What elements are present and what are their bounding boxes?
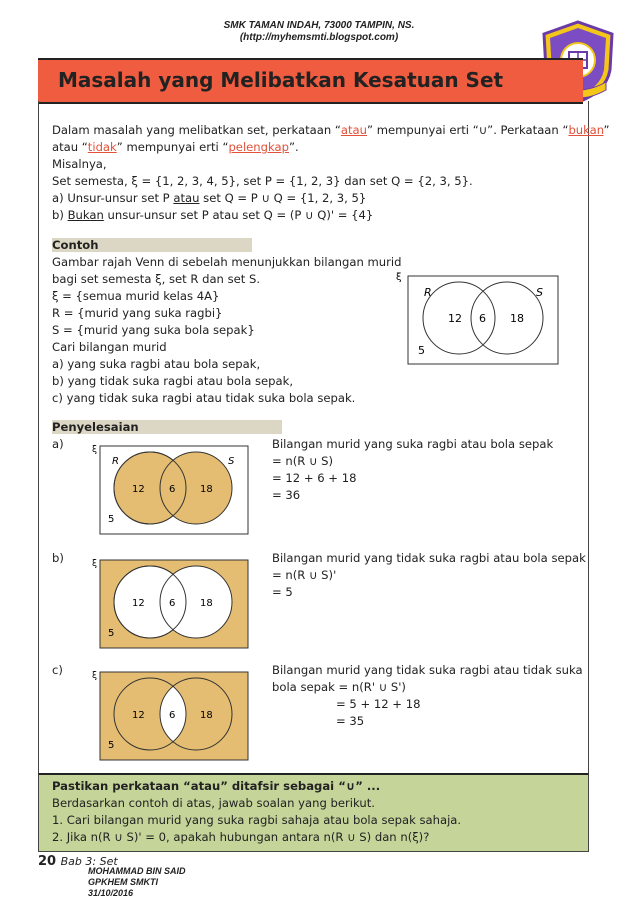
part-c-label: c) (52, 663, 63, 677)
example-b: b) Bukan unsur-unsur set P atau set Q = (P ∪ Q)' = {4} (52, 208, 374, 222)
exercise-heading: Pastikan perkataan “atau” ditafsir sebagai “∪” ... (52, 779, 381, 793)
contoh-line: a) yang suka ragbi atau bola sepak, (52, 357, 261, 371)
part-b-line: Bilangan murid yang tidak suka ragbi atau bola sepak (272, 551, 586, 565)
title-bar (38, 58, 583, 104)
part-c-line: Bilangan murid yang tidak suka ragbi atau tidak suka (272, 663, 583, 677)
venn-diagram-a (92, 440, 252, 536)
page-number: 20 (38, 854, 57, 869)
contoh-line: S = {murid yang suka bola sepak} (52, 323, 255, 337)
region-r-only: 12 (132, 710, 145, 721)
universe-label: ξ (92, 445, 98, 455)
part-b-line: = n(R ∪ S)' (272, 568, 337, 582)
venn-diagram-b (92, 554, 252, 650)
exercise-question-2: 2. Jika n(R ∪ S)' = 0, apakah hubungan antara n(R ∪ S) dan n(ξ)? (52, 830, 430, 844)
contoh-heading: Contoh (52, 238, 99, 252)
author-name: MOHAMMAD BIN SAID (88, 866, 186, 876)
venn-diagram-c (92, 666, 252, 762)
set-definition: Set semesta, ξ = {1, 2, 3, 4, 5}, set P = {1, 2, 3} dan set Q = {2, 3, 5}. (52, 174, 473, 188)
region-outside: 5 (108, 628, 115, 639)
set-r-label: R (112, 456, 119, 467)
region-both: 6 (479, 312, 486, 325)
set-r-label: R (424, 286, 432, 299)
region-both: 6 (169, 484, 176, 495)
part-b-label: b) (52, 551, 64, 565)
example-a: a) Unsur-unsur set P atau set Q = P ∪ Q = {1, 2, 3, 5} (52, 191, 367, 205)
intro-line-2: atau “tidak” mempunyai erti “pelengkap”. (52, 140, 299, 154)
penyelesaian-heading: Penyelesaian (52, 420, 139, 434)
region-s-only: 18 (200, 598, 213, 609)
keyword-bukan: bukan (568, 123, 604, 137)
school-name: SMK TAMAN INDAH, 73000 TAMPIN, NS. (223, 20, 415, 31)
blog-url: (http://myhemsmti.blogspot.com) (239, 32, 399, 43)
region-outside: 5 (108, 740, 115, 751)
contoh-line: c) yang tidak suka ragbi atau tidak suka bola sepak. (52, 391, 356, 405)
part-c-line: = 5 + 12 + 18 (336, 697, 421, 711)
keyword-pelengkap: pelengkap (228, 140, 289, 154)
author-unit: GPKHEM SMKTI (88, 877, 159, 887)
region-s-only: 18 (200, 484, 213, 495)
part-a-line: Bilangan murid yang suka ragbi atau bola sepak (272, 437, 554, 451)
universe-label: ξ (92, 671, 98, 681)
chapter-label: Bab 3: Set (60, 855, 118, 868)
intro-line-1: Dalam masalah yang melibatkan set, perkataan “atau” mempunyai erti “∪”. Perkataan “bukan” (52, 123, 610, 137)
contoh-line: Cari bilangan murid (52, 340, 167, 354)
part-a-line: = n(R ∪ S) (272, 454, 334, 468)
region-both: 6 (169, 710, 176, 721)
region-r-only: 12 (448, 312, 462, 325)
part-a-label: a) (52, 437, 64, 451)
part-c-line: = 35 (336, 714, 365, 728)
region-outside: 5 (108, 514, 115, 525)
part-c-line: bola sepak = n(R' ∪ S') (272, 680, 406, 694)
region-r-only: 12 (132, 484, 145, 495)
venn-diagram-contoh (396, 268, 568, 368)
contoh-line: Gambar rajah Venn di sebelah menunjukkan bilangan murid (52, 255, 402, 269)
page-title: Masalah yang Melibatkan Kesatuan Set (58, 68, 504, 92)
universe-label: ξ (92, 559, 98, 569)
set-s-label: S (536, 286, 543, 299)
contoh-line: bagi set semesta ξ, set R dan set S. (52, 272, 261, 286)
region-r-only: 12 (132, 598, 145, 609)
contoh-line: R = {murid yang suka ragbi} (52, 306, 223, 320)
region-s-only: 18 (510, 312, 524, 325)
part-a-line: = 36 (272, 488, 301, 502)
misalnya-label: Misalnya, (52, 157, 107, 171)
part-b-line: = 5 (272, 585, 293, 599)
credit-date: 31/10/2016 (88, 888, 134, 898)
set-s-label: S (228, 456, 235, 467)
keyword-tidak: tidak (87, 140, 117, 154)
keyword-atau: atau (340, 123, 367, 137)
region-outside: 5 (418, 344, 425, 357)
exercise-question-1: 1. Cari bilangan murid yang suka ragbi sahaja atau bola sepak sahaja. (52, 813, 462, 827)
exercise-intro: Berdasarkan contoh di atas, jawab soalan yang berikut. (52, 796, 375, 810)
region-s-only: 18 (200, 710, 213, 721)
universe-label: ξ (396, 272, 402, 283)
contoh-line: b) yang tidak suka ragbi atau bola sepak, (52, 374, 294, 388)
part-a-line: = 12 + 6 + 18 (272, 471, 357, 485)
region-both: 6 (169, 598, 176, 609)
contoh-line: ξ = {semua murid kelas 4A} (52, 289, 220, 303)
